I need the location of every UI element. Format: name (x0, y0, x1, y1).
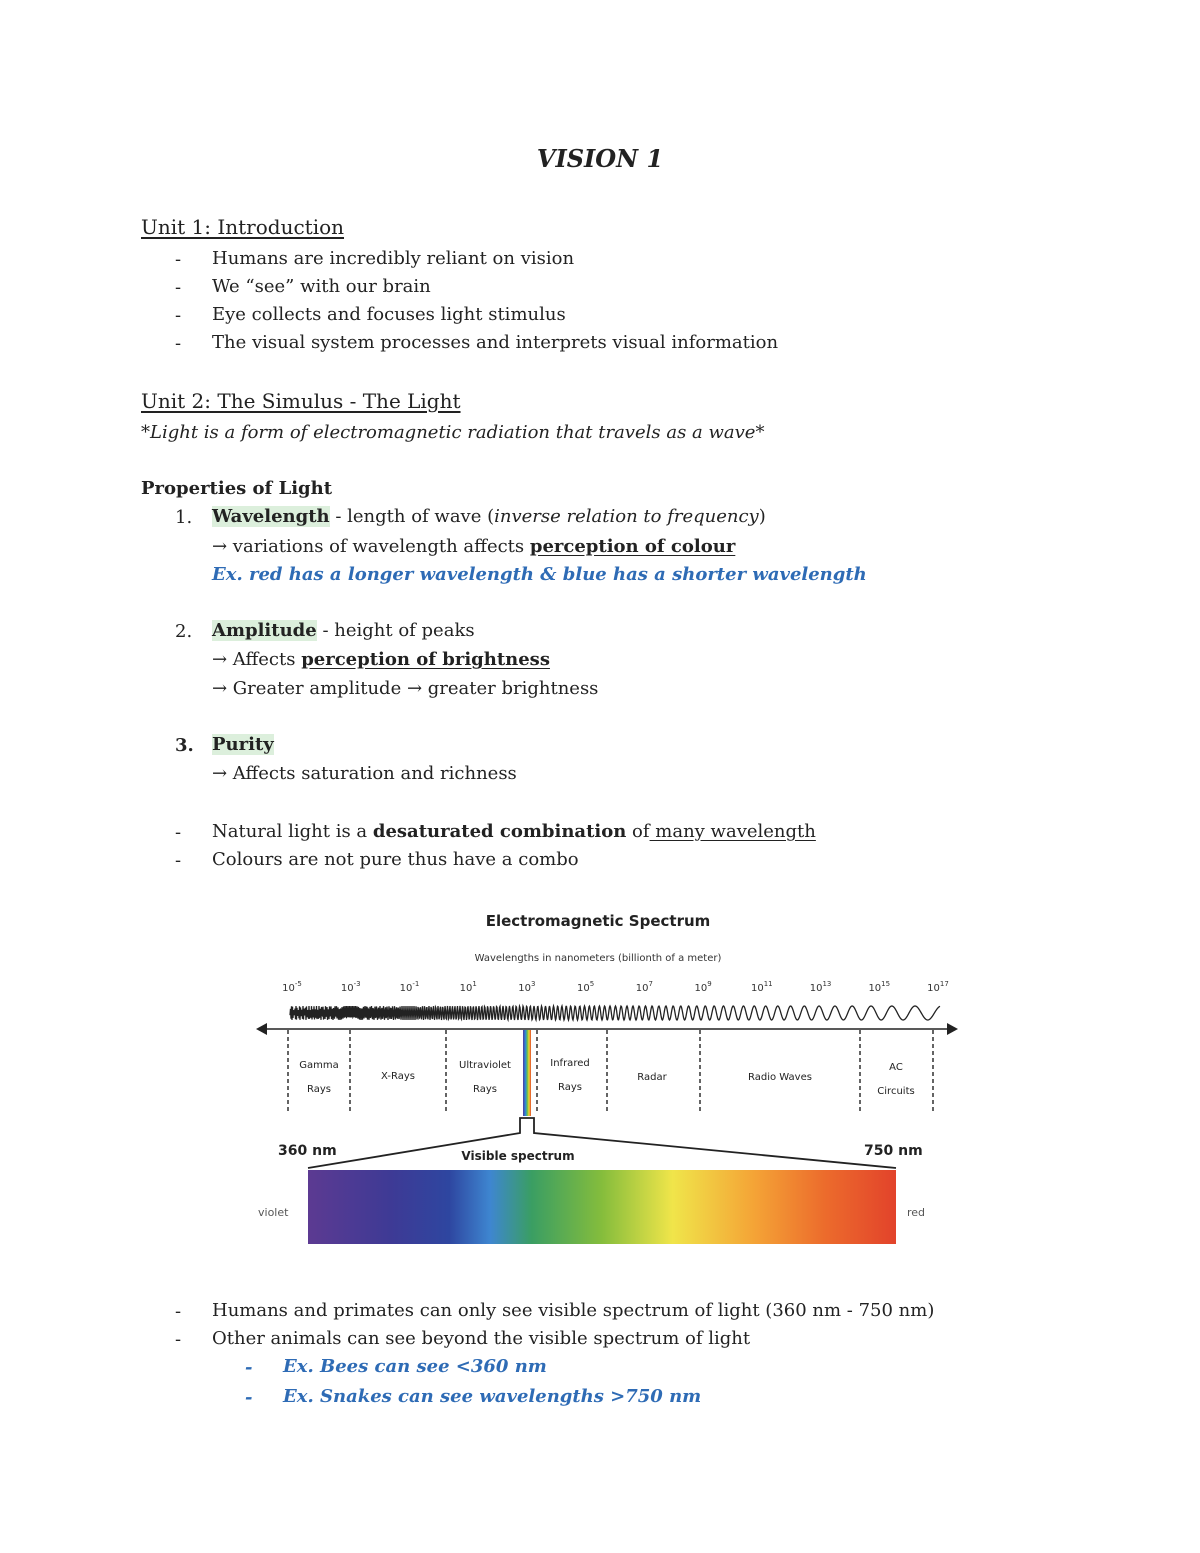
band-gamma: Gamma (299, 1060, 339, 1071)
wavelength-number: 1. (175, 507, 193, 528)
band-labels (299, 1058, 914, 1097)
natural-bullet-2: Colours are not pure thus have a combo (212, 849, 579, 870)
amplitude-line2-bold: perception of brightness (301, 649, 550, 670)
tick-exponent: 17 (939, 980, 949, 988)
band-ultraviolet-rays: Rays (473, 1084, 497, 1095)
properties-heading: Properties of Light (141, 478, 333, 499)
label-360nm: 360 nm (278, 1143, 337, 1159)
bullet-dash: - (175, 277, 182, 298)
band-circuits: Circuits (877, 1086, 915, 1097)
natural-b1-mid: of (626, 821, 650, 842)
sub-bullet-dash: - (245, 1357, 253, 1378)
label-red: red (907, 1206, 926, 1219)
wavelength-def-post: ) (758, 506, 766, 527)
bullet-dash: - (175, 1301, 182, 1322)
bullet-dash: - (175, 850, 182, 871)
unit1-bullet-1: Humans are incredibly reliant on vision (212, 248, 575, 269)
band-gamma-rays: Rays (307, 1084, 331, 1095)
unit1-bullet-3: Eye collects and focuses light stimulus (212, 304, 566, 325)
amplitude-def: - height of peaks (316, 620, 475, 641)
wavelength-line2-pre: → variations of wavelength affects (212, 536, 530, 557)
purity-term: Purity (212, 734, 274, 755)
tick-exponent: 11 (763, 980, 773, 988)
tick-label: $10^{17}$ (927, 980, 949, 994)
tick-label: $10^{13}$ (809, 980, 832, 994)
natural-b1-bold: desaturated combination (372, 821, 627, 842)
bullet-dash: - (175, 305, 182, 326)
tick-label: $10^5$ (577, 980, 595, 994)
tick-label: $10^{11}$ (750, 980, 773, 994)
amplitude-definition (212, 620, 475, 641)
amplitude-number: 2. (175, 621, 193, 642)
closing-example-2: Ex. Snakes can see wavelengths >750 nm (283, 1386, 702, 1407)
tick-label: $10^7$ (635, 980, 653, 994)
tick-label: $10^{-5}$ (282, 980, 302, 994)
band-infrared-rays: Rays (558, 1082, 582, 1093)
tick-label: $10^{15}$ (868, 980, 891, 994)
tick-exponent: 15 (881, 980, 891, 988)
tick-label: $10^1$ (459, 980, 477, 994)
label-violet: violet (258, 1206, 289, 1219)
wavelength-example: Ex. red has a longer wavelength & blue has a shorter wavelength (212, 564, 867, 585)
closing-bullet-2: Other animals can see beyond the visible spectrum of light (212, 1328, 751, 1349)
natural-bullet-1 (212, 821, 816, 842)
band-radar: Radar (637, 1072, 667, 1083)
tick-exponent: 7 (648, 980, 653, 988)
amplitude-line3: → Greater amplitude → greater brightness (212, 678, 599, 699)
unit1-bullet-2: We “see” with our brain (212, 276, 431, 297)
tick-exponent: -1 (412, 980, 420, 988)
bullet-dash: - (175, 822, 182, 843)
band-ultraviolet: Ultraviolet (459, 1060, 511, 1071)
tick-exponent: 13 (822, 980, 832, 988)
amplitude-line2 (212, 649, 550, 670)
band-xrays: X-Rays (381, 1071, 415, 1082)
wavelength-tick-labels (282, 980, 949, 994)
tick-exponent: 5 (589, 980, 595, 988)
visible-spectrum-label: Visible spectrum (461, 1149, 575, 1163)
wavelength-line2-bold: perception of colour (529, 536, 736, 557)
wavelength-definition (212, 506, 766, 527)
tick-label: $10^3$ (518, 980, 536, 994)
wavelength-def-pre: - length of wave ( (329, 506, 495, 527)
purity-line2: → Affects saturation and richness (212, 763, 517, 784)
zoom-bracket (308, 1118, 896, 1168)
sub-bullet-dash: - (245, 1387, 253, 1408)
tick-label: $10^9$ (694, 980, 712, 994)
tick-exponent: -3 (353, 980, 361, 988)
unit1-heading: Unit 1: Introduction (141, 215, 345, 239)
figure-subtitle: Wavelengths in nanometers (billionth of a meter) (474, 953, 722, 964)
wave-line (290, 1006, 940, 1020)
figure-title: Electromagnetic Spectrum (485, 912, 711, 930)
unit2-note: *Light is a form of electromagnetic radiation that travels as a wave* (141, 422, 765, 443)
tick-label: $10^{-1}$ (399, 980, 420, 994)
wavelength-line2 (212, 536, 735, 557)
bullet-dash: - (175, 333, 182, 354)
tick-exponent: 1 (472, 980, 477, 988)
em-spectrum-figure (240, 900, 970, 1255)
purity-number: 3. (175, 735, 194, 756)
tick-exponent: 3 (531, 980, 536, 988)
visible-strip (523, 1030, 531, 1116)
band-radio-waves: Radio Waves (748, 1072, 812, 1083)
wavelength-term: Wavelength (212, 506, 330, 527)
amplitude-line2-pre: → Affects (212, 649, 302, 670)
closing-bullet-1: Humans and primates can only see visible spectrum of light (360 nm - 750 nm) (212, 1300, 935, 1321)
closing-example-1: Ex. Bees can see <360 nm (283, 1356, 547, 1377)
unit2-heading: Unit 2: The Simulus - The Light (141, 389, 461, 413)
axis-arrow-left (256, 1023, 267, 1035)
natural-b1-under: many wavelength (649, 821, 816, 842)
wavelength-def-italic: inverse relation to frequency (494, 506, 759, 527)
tick-label: $10^{-3}$ (340, 980, 361, 994)
tick-exponent: 9 (707, 980, 712, 988)
band-infrared: Infrared (550, 1058, 590, 1069)
bullet-dash: - (175, 249, 182, 270)
natural-b1-pre: Natural light is a (212, 821, 373, 842)
purity-term-wrap (212, 734, 274, 755)
page-title: VISION 1 (536, 144, 664, 173)
bullet-dash: - (175, 1329, 182, 1350)
amplitude-term: Amplitude (212, 620, 317, 641)
label-750nm: 750 nm (864, 1143, 923, 1159)
band-ac: AC (889, 1062, 903, 1073)
unit1-bullet-4: The visual system processes and interprets visual information (212, 332, 779, 353)
tick-exponent: -5 (294, 980, 302, 988)
axis-arrow-right (947, 1023, 958, 1035)
visible-spectrum-bar (308, 1170, 896, 1244)
